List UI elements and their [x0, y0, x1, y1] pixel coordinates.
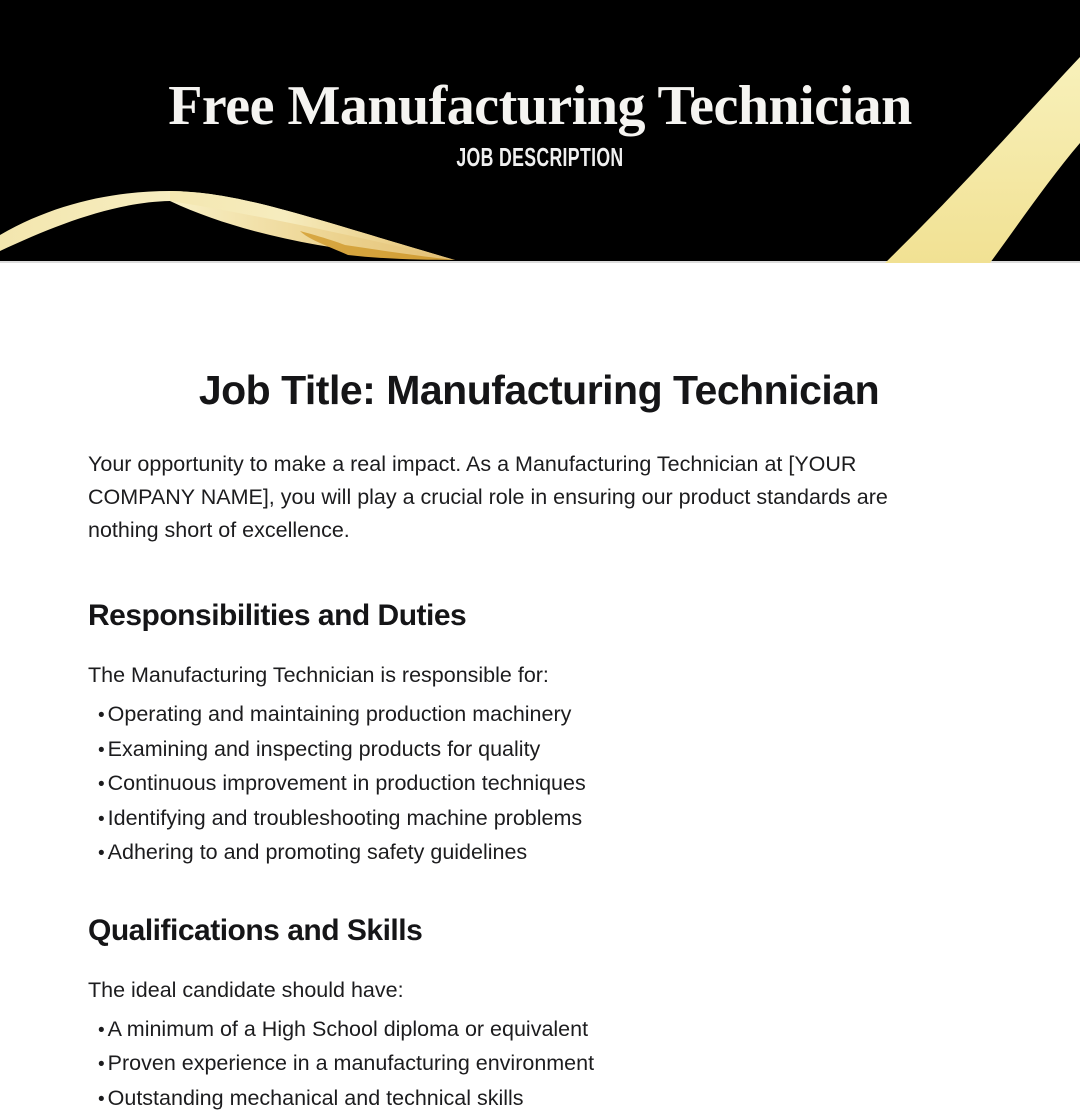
list-item: • Outstanding mechanical and technical skills: [98, 1082, 990, 1116]
gold-ribbon-swoosh-graphic: [0, 169, 470, 261]
hero-text-block: [0, 0, 1080, 170]
qualifications-list: [88, 1013, 990, 1116]
section-qualifications: [88, 913, 990, 1116]
qualifications-heading: Qualifications and Skills: [88, 913, 990, 949]
section-responsibilities: [88, 598, 990, 871]
hero-banner: [0, 0, 1080, 263]
list-item: • A minimum of a High School diploma or equivalent: [98, 1013, 990, 1048]
list-item: • Adhering to and promoting safety guidelines: [98, 836, 990, 871]
hero-subtitle: JOB DESCRIPTION: [456, 144, 623, 170]
responsibilities-list: [88, 698, 990, 871]
document-body: [0, 366, 1080, 1116]
responsibilities-lead: The Manufacturing Technician is responsible for:: [88, 659, 990, 692]
hero-title: Free Manufacturing Technician: [168, 76, 912, 138]
intro-paragraph: Your opportunity to make a real impact. As a Manufacturing Technician at [YOUR COMPANY NAME], you will play a crucial role in ensuring our product standards are nothing short of excellence.: [88, 448, 933, 547]
job-title-heading: Job Title: Manufacturing Technician: [88, 366, 990, 415]
list-item: • Proven experience in a manufacturing environment: [98, 1047, 990, 1082]
list-item: • Continuous improvement in production techniques: [98, 767, 990, 802]
responsibilities-heading: Responsibilities and Duties: [88, 598, 990, 634]
list-item: • Operating and maintaining production machinery: [98, 698, 990, 733]
list-item: • Identifying and troubleshooting machine problems: [98, 802, 990, 837]
list-item: • Examining and inspecting products for quality: [98, 733, 990, 768]
qualifications-lead: The ideal candidate should have:: [88, 974, 990, 1007]
